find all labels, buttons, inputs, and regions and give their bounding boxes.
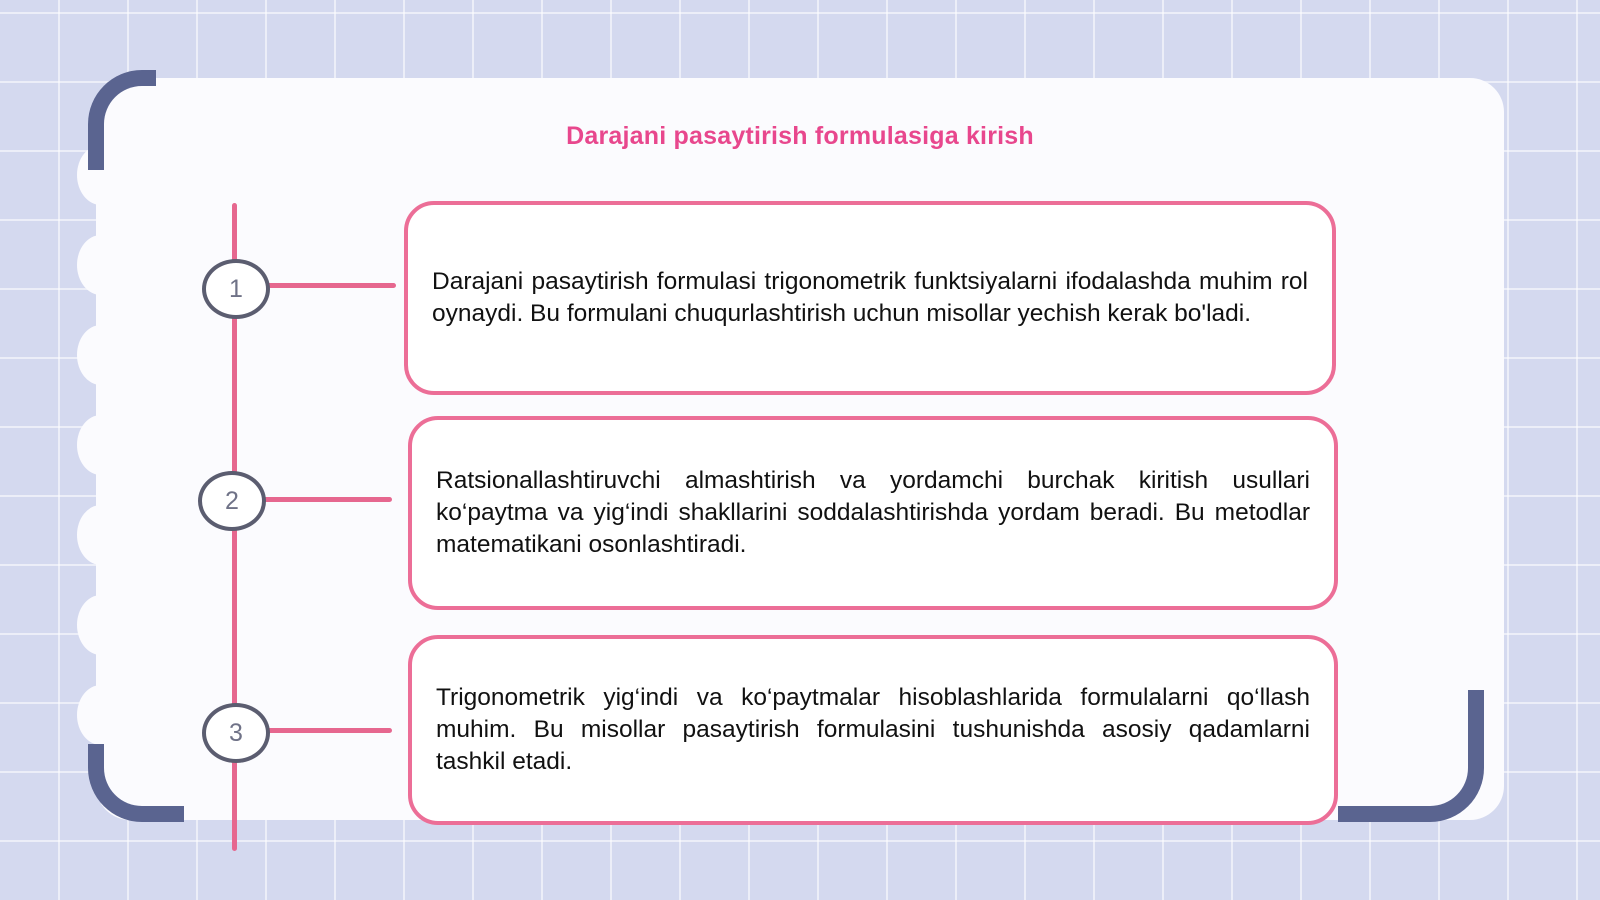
timeline-connector xyxy=(266,283,396,288)
slide-title: Darajani pasaytirish formulasiga kirish xyxy=(566,122,1034,150)
notebook-scallop xyxy=(77,595,125,655)
notebook-scallop xyxy=(77,415,125,475)
frame-corner-bottom-left xyxy=(88,744,184,822)
notebook-scallop xyxy=(77,235,125,295)
frame-corner-top-left xyxy=(88,70,156,170)
step-text-3: Trigonometrik yig‘indi va ko‘paytmalar hisoblashlarida formulalarni qo‘llash muhim. Bu misollar pasaytirish formulasini tushunishda asosiy qadamlarni tashkil etadi. xyxy=(436,684,1310,775)
step-text-1: Darajani pasaytirish formulasi trigonometrik funktsiyalarni ifodalashda muhim rol oynaydi. Bu formulani chuqurlashtirish uchun misollar yechish kerak bo'ladi. xyxy=(432,268,1308,327)
timeline-connector xyxy=(262,497,392,502)
step-card-3 xyxy=(408,635,1338,825)
frame-corner-bottom-right xyxy=(1338,690,1484,822)
step-text-2: Ratsionallashtiruvchi almashtirish va yordamchi burchak kiritish usullari ko‘paytma va yig‘indi shakllarini soddalashtirishda yordam beradi. Bu metodlar matematikani osonlashtiradi. xyxy=(436,467,1310,558)
notebook-scallop xyxy=(77,505,125,565)
notebook-scallop xyxy=(77,685,125,745)
step-number-2: 2 xyxy=(198,471,266,531)
step-card-1 xyxy=(404,201,1336,395)
step-number-3: 3 xyxy=(202,703,270,763)
step-card-2 xyxy=(408,416,1338,610)
timeline-connector xyxy=(266,728,392,733)
step-number-1: 1 xyxy=(202,259,270,319)
notebook-scallop xyxy=(77,325,125,385)
